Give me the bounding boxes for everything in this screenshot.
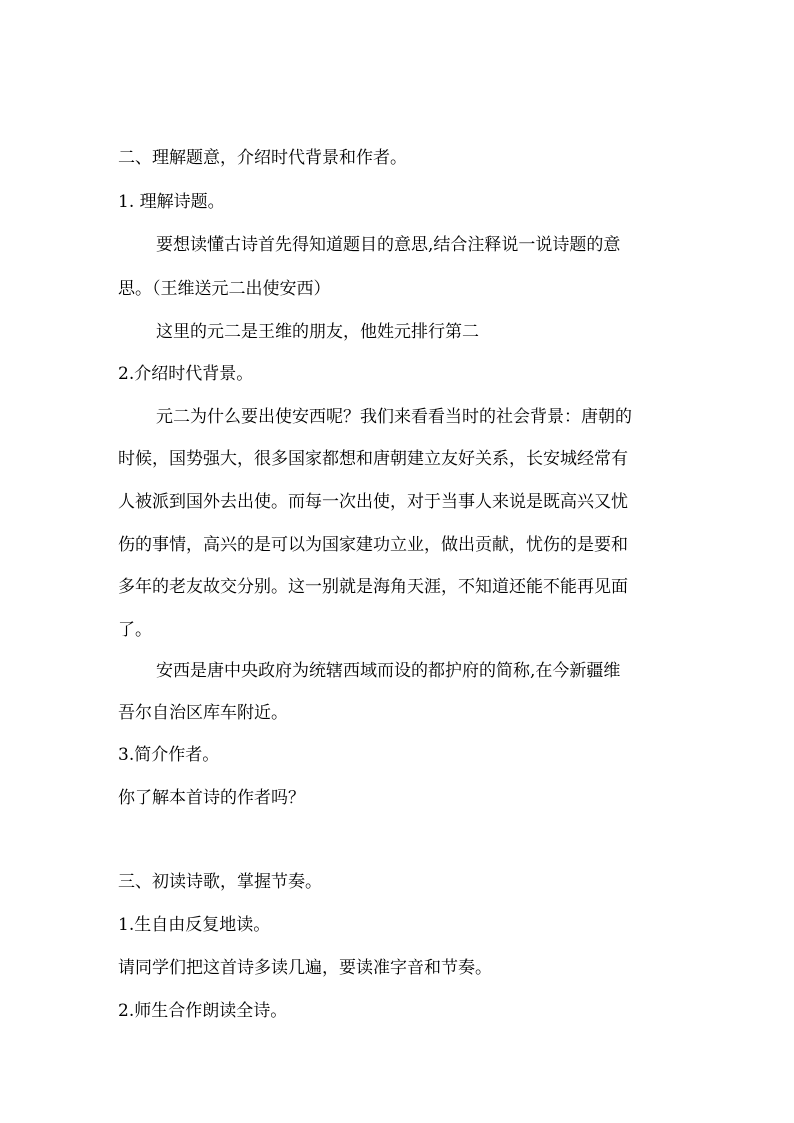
section-3-item-2-title: 2.师生合作朗读全诗。 [118,1001,288,1021]
section-3-item-1-paragraph-1: 请同学们把这首诗多读几遍，要读准字音和节奏。 [118,958,492,978]
section-2-item-3-paragraph-1: 你了解本首诗的作者吗？ [118,788,305,808]
section-2-item-1-title: 1. 理解诗题。 [118,192,225,212]
section-2-item-2-paragraph-1-line-4: 伤的事情，高兴的是可以为国家建功立业，做出贡献，忧伤的是要和 [118,535,628,555]
section-3-heading: 三、初读诗歌，掌握节奏。 [118,872,322,892]
section-2-item-2-paragraph-1-line-1: 元二为什么要出使安西呢？我们来看看当时的社会背景：唐朝的 [156,407,632,427]
section-2-heading: 二、理解题意，介绍时代背景和作者。 [118,148,407,168]
section-3-item-1-title: 1.生自由反复地读。 [118,915,271,935]
section-2-item-1-paragraph-2: 这里的元二是王维的朋友，他姓元排行第二 [156,322,479,342]
section-2-item-2-paragraph-1-line-2: 时候，国势强大，很多国家都想和唐朝建立友好关系，长安城经常有 [118,449,628,469]
section-2-item-1-paragraph-1-line-2: 思。（王维送元二出使安西） [118,279,331,299]
section-2-item-2-paragraph-1-line-5: 多年的老友故交分别。这一别就是海角天涯，不知道还能不能再见面 [118,577,628,597]
section-2-item-2-paragraph-2-line-2: 吾尔自治区库车附近。 [118,703,288,723]
section-2-item-2-paragraph-2-line-1: 安西是唐中央政府为统辖西域而设的都护府的简称,在今新疆维 [156,661,621,681]
section-2-item-3-title: 3.简介作者。 [118,745,220,765]
section-2-item-2-paragraph-1-line-6: 了。 [118,620,152,640]
section-2-item-1-paragraph-1-line-1: 要想读懂古诗首先得知道题目的意思,结合注释说一说诗题的意 [156,235,621,255]
section-2-item-2-paragraph-1-line-3: 人被派到国外去出使。而每一次出使，对于当事人来说是既高兴又忧 [118,492,628,512]
section-2-item-2-title: 2.介绍时代背景。 [118,364,254,384]
